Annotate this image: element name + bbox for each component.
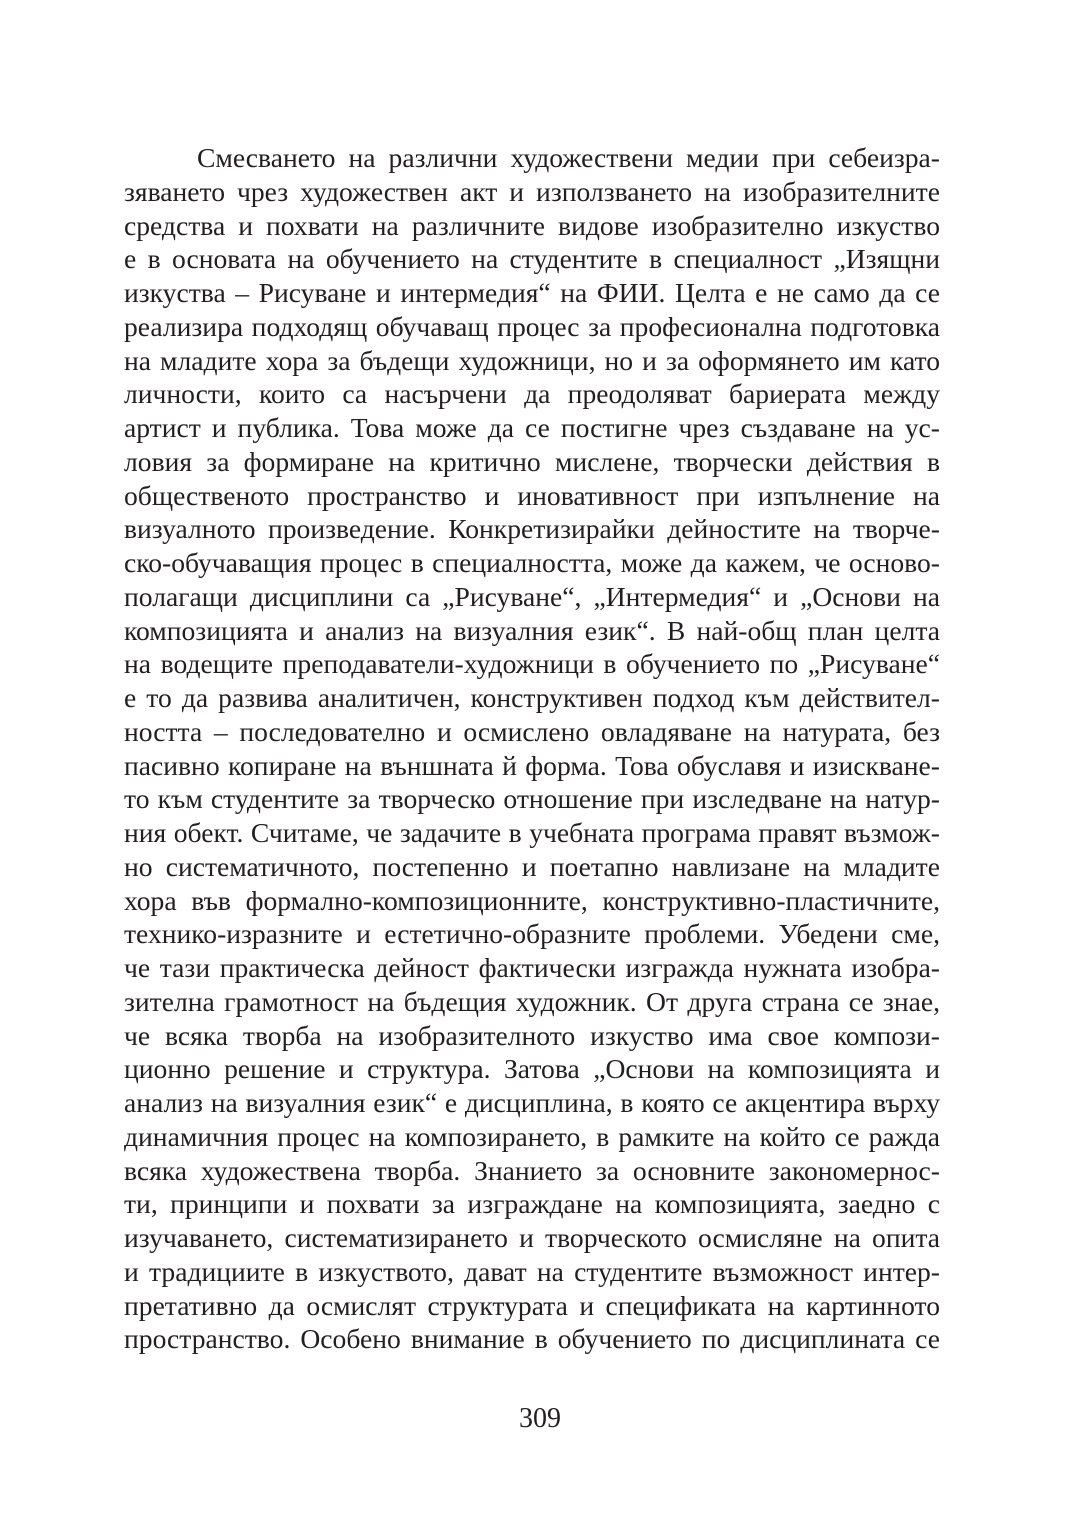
text-line: зителна грамотност на бъдещия художник. От друга страна се знае, xyxy=(124,985,940,1017)
page-number: 309 xyxy=(519,1403,561,1434)
text-line: изучаването, систематизирането и творческото осмисляне на опита xyxy=(124,1222,940,1253)
text-line: хора във формално-композиционните, конструктивно-пластичните, xyxy=(124,884,940,916)
text-line: ско-обучаващия процес в специалността, може да кажем, че осново- xyxy=(124,547,940,578)
text-line: е в основата на обучението на студентите в специалност „Изящни xyxy=(124,243,940,275)
text-line: претативно да осмислят структурата и спецификата на картинното xyxy=(124,1289,940,1321)
text-line: то към студентите за творческо отношение при изследване на натур- xyxy=(124,783,940,815)
text-line: е то да развива аналитичен, конструктивен подход към действител- xyxy=(124,682,940,713)
text-line: пасивно копиране на външната й форма. Това обуславя и изискване- xyxy=(124,749,940,781)
text-line: артист и публика. Това може да се постигне чрез създаване на ус- xyxy=(124,412,940,443)
text-line: изкуства – Рисуване и интермедия“ на ФИИ. Целта е не само да се xyxy=(124,277,940,308)
text-line: на водещите преподаватели-художници в обучението по „Рисуване“ xyxy=(124,648,940,680)
text-line: на младите хора за бъдещи художници, но и за оформянето им като xyxy=(124,344,940,376)
text-line: пространство. Особено внимание в обучението по дисциплината се xyxy=(124,1323,940,1355)
text-line: анализ на визуалния език“ е дисциплина, в която се акцентира върху xyxy=(124,1087,940,1118)
text-line: ловия за формиране на критично мислене, творчески действия в xyxy=(124,445,940,477)
text-line: композицията и анализ на визуалния език“. В най-общ план целта xyxy=(124,614,940,646)
text-line: реализира подходящ обучаващ процес за професионална подготовка xyxy=(124,310,940,342)
text-line: и традициите в изкуството, дават на студентите възможност интер- xyxy=(124,1255,940,1287)
text-line: ността – последователно и осмислено овладяване на натурата, без xyxy=(124,715,940,747)
text-line: технико-изразните и естетично-образните проблеми. Убедени сме, xyxy=(124,918,940,950)
text-line: ти, принципи и похвати за изграждане на композицията, заедно с xyxy=(124,1188,940,1220)
body-paragraph xyxy=(124,141,940,1356)
text-line: но систематичното, постепенно и поетапно навлизане на младите xyxy=(124,850,940,882)
text-line: визуалното произведение. Конкретизирайки дейностите на творче- xyxy=(124,513,940,545)
text-line: ционно решение и структура. Затова „Основи на композицията и xyxy=(124,1053,940,1085)
text-line: зяването чрез художествен акт и използването на изобразителните xyxy=(124,175,940,207)
text-line: общественото пространство и иновативност при изпълнение на xyxy=(124,479,940,511)
text-line: всяка художествена творба. Знанието за основните закономернос- xyxy=(124,1154,940,1186)
text-line: средства и похвати на различните видове изобразително изкуство xyxy=(124,209,940,241)
text-line: Смесването на различни художествени медии при себеизра- xyxy=(197,142,940,173)
text-line: динамичния процес на композирането, в рамките на който се ражда xyxy=(124,1120,940,1152)
text-line: че всяка творба на изобразителното изкуство има свое компози- xyxy=(124,1019,940,1051)
text-line: личности, които са насърчени да преодоляват бариерата между xyxy=(124,378,940,410)
text-line: ния обект. Считаме, че задачите в учебната програма правят възмож- xyxy=(124,817,940,848)
text-line: полагащи дисциплини са „Рисуване“, „Интермедия“ и „Основи на xyxy=(124,580,940,612)
text-line: че тази практическа дейност фактически изгражда нужната изобра- xyxy=(124,952,940,983)
